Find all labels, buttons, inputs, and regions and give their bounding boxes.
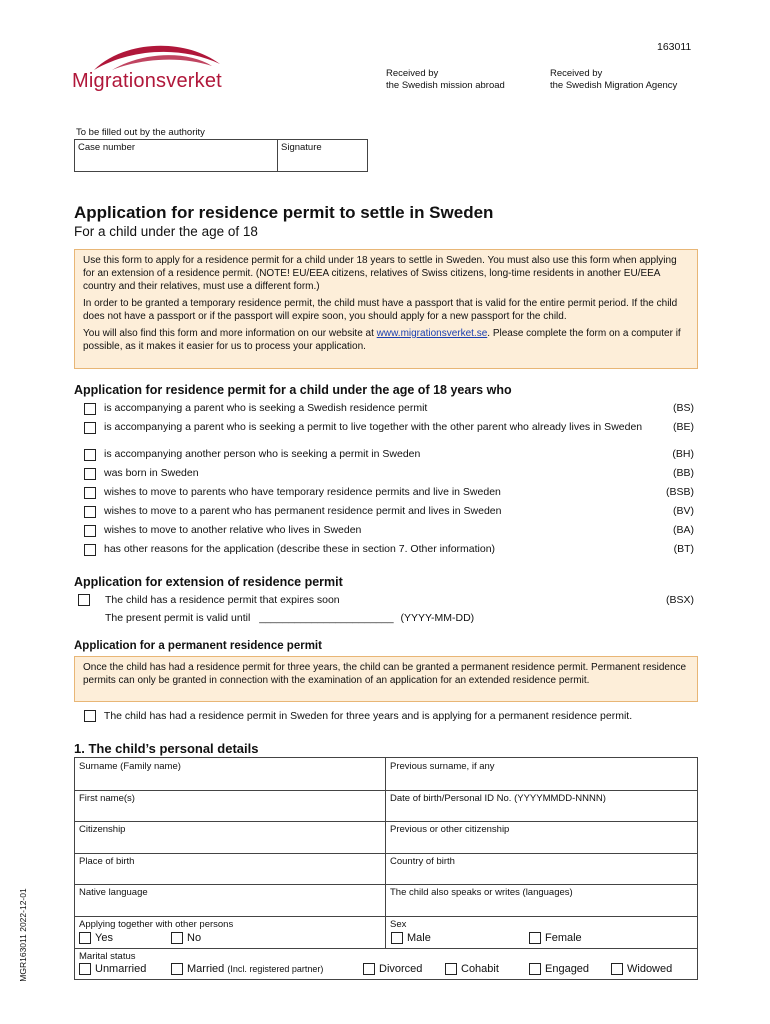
permanent-row [84,710,632,722]
list-item [84,543,694,557]
item-code: (BH) [672,448,694,460]
option-no[interactable] [171,932,201,944]
checkbox-married[interactable] [171,963,183,975]
item-code: (BSB) [665,486,694,498]
intro-paragraph-3 [83,327,689,353]
received-agency-line1: Received by [550,68,603,79]
option-yes-label: Yes [95,932,113,944]
list-item [84,524,694,538]
list-item [84,505,694,519]
section-under18-heading: Application for residence permit for a child under the age of 18 years who [74,383,512,397]
received-abroad-line2: the Swedish mission abroad [386,80,505,91]
list-item [84,421,694,447]
list-item [84,402,694,416]
grid-line [75,948,697,949]
form-number: 163011 [657,41,692,53]
place-of-birth-field[interactable]: Place of birth [79,856,135,867]
item-code: (BS) [673,402,694,414]
option-unmarried-label: Unmarried [95,963,147,975]
option-engaged[interactable] [529,963,589,975]
item-text: was born in Sweden [104,467,199,479]
item-text: wishes to move to parents who have temporary residence permits and live in Sweden [104,486,501,498]
marital-status-label: Marital status [79,951,136,962]
authority-caption: To be filled out by the authority [76,127,205,138]
logo-arc-icon [72,40,222,72]
first-names-field[interactable]: First name(s) [79,793,135,804]
checkbox-bsb[interactable] [84,487,96,499]
sex-label: Sex [390,919,407,930]
item-text: is accompanying a parent who is seeking a Swedish residence permit [104,402,428,414]
extension-row [78,594,694,608]
item-code: (BV) [673,505,694,517]
list-item [84,486,694,500]
signature-field[interactable] [278,140,367,171]
dob-field[interactable]: Date of birth/Personal ID No. (YYYYMMDD-NNNN) [390,793,606,804]
item-text: is accompanying another person who is seeking a permit in Sweden [104,448,421,460]
received-abroad-line1: Received by [386,68,439,79]
native-language-field[interactable]: Native language [79,887,148,898]
list-item [84,448,694,462]
authority-box [74,139,368,172]
option-married-note: (Incl. registered partner) [227,964,324,974]
option-female-label: Female [545,932,582,944]
item-code: (BB) [673,467,694,479]
checkbox-engaged[interactable] [529,963,541,975]
signature-label: Signature [281,142,322,153]
intro-paragraph-1: Use this form to apply for a residence permit for a child under 18 years to settle in Sweden. You must also use this form when applying for an extension of a residence permit. (NOTE! EU/EEA citizens, relatives of Swiss citizens, long-time residents in another EU/EEA country and their relatives, must use a different form.) [83,255,677,292]
option-male-label: Male [407,932,431,944]
intro-paragraph-2: In order to be granted a temporary residence permit, the child must have a passport that is valid for the entire permit period. If the child does not have a passport or if the passport will expire soon, you should apply for a new passport for the child. [83,298,678,322]
other-languages-field[interactable]: The child also speaks or writes (languages) [390,887,573,898]
intro-infobox [74,249,698,369]
item-text: wishes to move to another relative who lives in Sweden [104,524,362,536]
surname-field[interactable]: Surname (Family name) [79,761,181,772]
option-yes[interactable] [79,932,113,944]
checkbox-bt[interactable] [84,544,96,556]
page-subtitle: For a child under the age of 18 [74,224,258,239]
migrationsverket-logo [72,40,222,92]
checkbox-yes[interactable] [79,932,91,944]
received-abroad [386,68,505,92]
previous-citizenship-field[interactable]: Previous or other citizenship [390,824,510,835]
option-male[interactable] [391,932,431,944]
valid-until-input[interactable]: _______________________ [259,612,394,624]
case-number-field[interactable] [75,140,278,171]
option-divorced[interactable] [363,963,422,975]
option-widowed[interactable] [611,963,672,975]
checkbox-unmarried[interactable] [79,963,91,975]
checkbox-female[interactable] [529,932,541,944]
option-widowed-label: Widowed [627,963,673,975]
checkbox-bh[interactable] [84,449,96,461]
item-code: (BT) [673,543,694,555]
section-permanent-heading: Application for a permanent residence permit [74,640,322,652]
valid-until-row [105,612,474,624]
checkbox-be[interactable] [84,422,96,434]
option-married-label: Married [187,963,225,975]
permanent-item-text: The child has had a residence permit in Sweden for three years and is applying for a permanent residence permit. [103,710,633,722]
valid-until-label: The present permit is valid until [105,612,251,624]
option-married[interactable] [171,963,323,975]
permanent-infobox [74,656,698,702]
permanent-info-text: Once the child has had a residence permit for three years, the child can be granted a permanent residence permit. Permanent residence permits can only be granted in connection with the examination of an application for an extended residence permit. [83,662,687,686]
page-title: Application for residence permit to settle in Sweden [74,203,494,222]
checkbox-permanent[interactable] [84,710,96,722]
section-extension-heading: Application for extension of residence permit [74,575,343,589]
item-text: has other reasons for the application (describe these in section 7. Other information) [104,543,496,555]
checkbox-cohabit[interactable] [445,963,457,975]
checkbox-widowed[interactable] [611,963,623,975]
item-text: is accompanying a parent who is seeking a permit to live together with the other parent who already lives in Sweden [104,421,643,433]
checkbox-ba[interactable] [84,525,96,537]
citizenship-field[interactable]: Citizenship [79,824,126,835]
valid-until-format: (YYYY-MM-DD) [400,612,475,624]
option-unmarried[interactable] [79,963,146,975]
checkbox-bs[interactable] [84,403,96,415]
previous-surname-field[interactable]: Previous surname, if any [390,761,495,772]
checkbox-bv[interactable] [84,506,96,518]
intro-p3-after: . Please complete the form on a computer if possible, as it makes it easier for us to process your application. [83,328,681,352]
country-of-birth-field[interactable]: Country of birth [390,856,455,867]
checkbox-divorced[interactable] [363,963,375,975]
case-number-label: Case number [78,142,136,153]
option-cohabit[interactable] [445,963,499,975]
applying-together-label: Applying together with other persons [79,919,234,930]
side-form-code: MGR163011 2022-12-01 [18,888,28,982]
option-engaged-label: Engaged [545,963,590,975]
checkbox-bsx[interactable] [78,594,90,606]
item-code: (BE) [673,421,694,433]
extension-code: (BSX) [665,594,694,606]
logo-text: Migrationsverket [72,70,222,92]
checkbox-bb[interactable] [84,468,96,480]
website-link[interactable]: www.migrationsverket.se [376,328,488,339]
personal-heading: 1. The child’s personal details [74,741,259,756]
option-no-label: No [187,932,202,944]
option-divorced-label: Divorced [379,963,423,975]
item-text: wishes to move to a parent who has permanent residence permit and lives in Sweden [104,505,502,517]
personal-details-grid [74,757,698,980]
option-cohabit-label: Cohabit [461,963,499,975]
item-code: (BA) [673,524,694,536]
list-item [84,467,694,481]
intro-p3-before: You will also find this form and more information on our website at [83,328,377,339]
received-agency-line2: the Swedish Migration Agency [550,80,678,91]
checkbox-no[interactable] [171,932,183,944]
received-agency [550,68,677,92]
option-female[interactable] [529,932,582,944]
extension-item-text: The child has a residence permit that expires soon [105,594,340,606]
checkbox-male[interactable] [391,932,403,944]
